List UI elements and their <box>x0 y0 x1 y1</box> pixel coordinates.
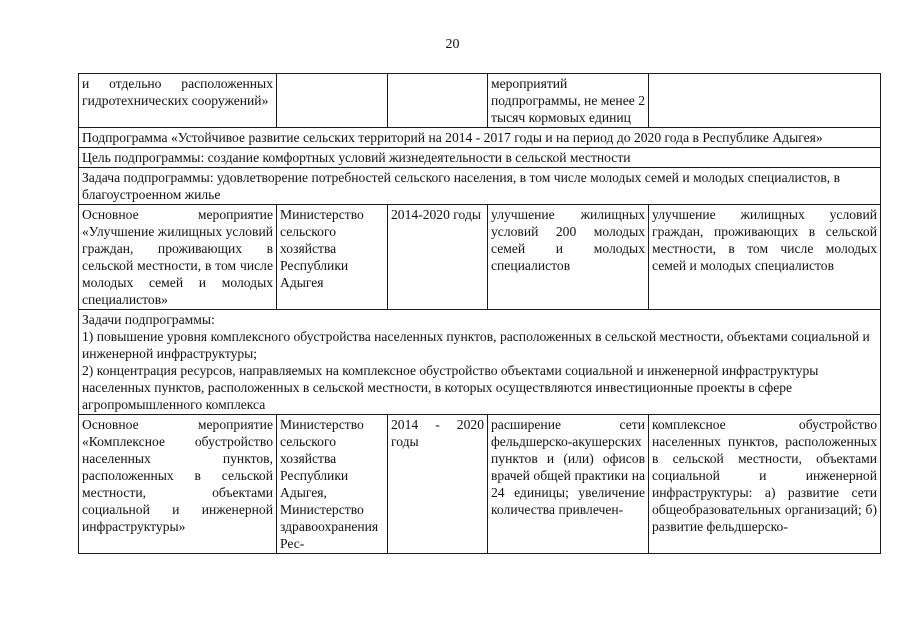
task-row <box>79 168 881 205</box>
activity-cell: Основное мероприятие «Комплексное обустройство населенных пунктов, расположенных в сельской местности, объектами социальной и инженерной инфраструктуры» <box>79 415 277 554</box>
result-cell: мероприятий подпрограммы, не менее 2 тысяч кормовых единиц <box>488 74 649 128</box>
goal-row <box>79 148 881 168</box>
tasks-title: Задачи подпрограммы: <box>82 312 215 327</box>
subprogram-goal: Цель подпрограммы: создание комфортных условий жизнедеятельности в сельской местности <box>79 148 881 168</box>
activity-cell: и отдельно расположенных гидротехнических сооружений» <box>79 74 277 128</box>
result-cell: расширение сети фельдшерско-акушерских пунктов и (или) офисов врачей общей практики на 24 единицы; увеличение количества привлечен- <box>488 415 649 554</box>
period-cell <box>388 74 488 128</box>
executor-cell <box>277 74 388 128</box>
executor-cell: Министерство сельского хозяйства Республики Адыгея <box>277 205 388 310</box>
subprogram-tasks <box>79 310 881 415</box>
table-row <box>79 415 881 554</box>
link-cell: комплексное обустройство населенных пунктов, расположенных в сельской местности, объектами социальной и инженерной инфраструктуры: а) развитие сети общеобразовательных организаций; б) развитие фельдшерско- <box>649 415 881 554</box>
program-table <box>78 73 881 554</box>
page-number: 20 <box>445 37 460 52</box>
subprogram-row <box>79 128 881 148</box>
result-cell: улучшение жилищных условий 200 молодых семей и молодых специалистов <box>488 205 649 310</box>
subprogram-title: Подпрограмма «Устойчивое развитие сельских территорий на 2014 - 2017 годы и на период до 2020 года в Республике Адыгея» <box>79 128 881 148</box>
table-row <box>79 205 881 310</box>
link-cell: улучшение жилищных условий граждан, проживающих в сельской местности, в том числе молодых семей и молодых специалистов <box>649 205 881 310</box>
subprogram-task: Задача подпрограммы: удовлетворение потребностей сельского населения, в том числе молодых семей и молодых специалистов, в благоустроенном жилье <box>79 168 881 205</box>
link-cell <box>649 74 881 128</box>
activity-cell: Основное мероприятие «Улучшение жилищных условий граждан, проживающих в сельской местности, в том числе молодых семей и молодых специалистов» <box>79 205 277 310</box>
period-cell: 2014-2020 годы <box>388 205 488 310</box>
tasks-row <box>79 310 881 415</box>
table-row <box>79 74 881 128</box>
executor-cell: Министерство сельского хозяйства Республики Адыгея, Министерство здравоохранения Рес- <box>277 415 388 554</box>
period-cell: 2014 - 2020 годы <box>388 415 488 554</box>
task-item: 1) повышение уровня комплексного обустройства населенных пунктов, расположенных в сельской местности, объектами социальной и инженерной инфраструктуры; <box>82 329 870 361</box>
task-item: 2) концентрация ресурсов, направляемых на комплексное обустройство объектами социальной и инженерной инфраструктуры населенных пунктов, расположенных в сельской местности, в которых осуществляются инвестиционные проекты в сфере агропромышленного комплекса <box>82 363 819 412</box>
